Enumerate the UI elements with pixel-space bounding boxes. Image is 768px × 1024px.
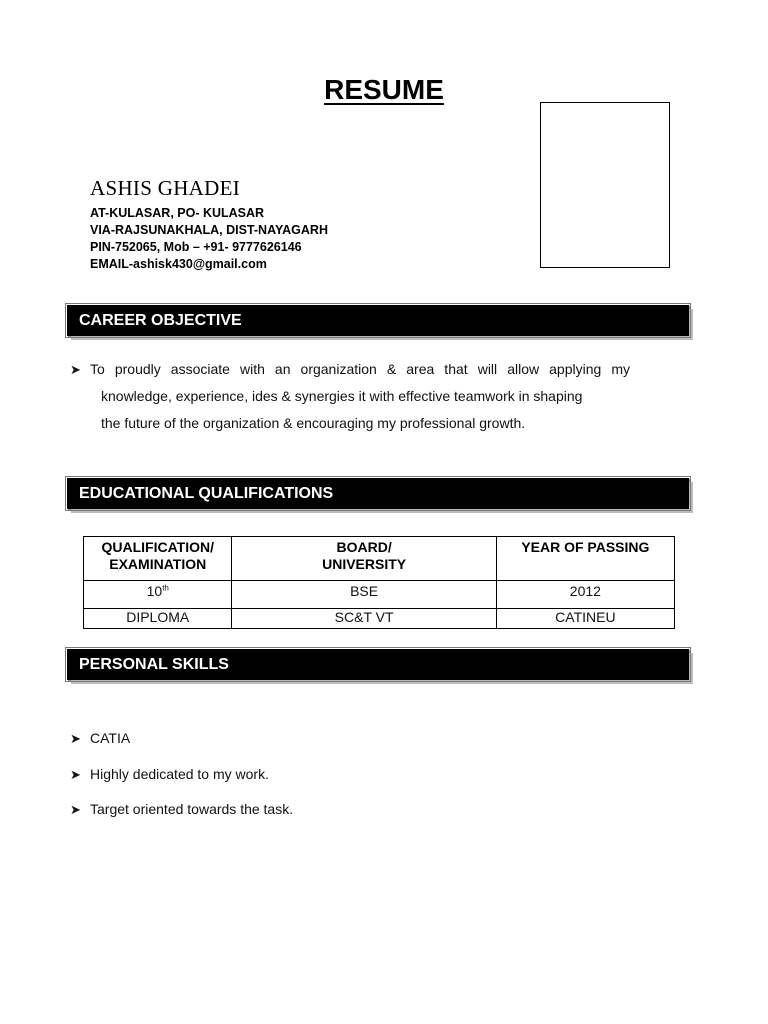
column-header-line: YEAR OF PASSING: [521, 539, 650, 555]
skill-text: Highly dedicated to my work.: [90, 765, 269, 782]
column-header-line: UNIVERSITY: [322, 556, 407, 572]
table-row: [84, 581, 675, 609]
table-row: [84, 609, 675, 629]
arrow-bullet-icon: ➤: [70, 731, 81, 746]
skill-text: CATIA: [90, 730, 131, 746]
column-header-line: EXAMINATION: [109, 556, 207, 572]
skill-text: Target oriented towards the task.: [90, 801, 294, 817]
address-line-2: VIA-RAJSUNAKHALA, DIST-NAYAGARH: [90, 223, 328, 237]
objective-line-3: the future of the organization & encouraging my professional growth.: [101, 415, 526, 431]
email-line: EMAIL-ashisk430@gmail.com: [90, 257, 267, 271]
column-header-year: [496, 537, 674, 581]
list-item: [70, 801, 293, 837]
phone-line: PIN-752065, Mob – +91- 9777626146: [90, 240, 302, 254]
year-cell: CATINEU: [496, 609, 674, 629]
qualification-value: DIPLOMA: [126, 609, 190, 625]
skills-list: [70, 730, 293, 837]
personal-skills-heading: PERSONAL SKILLS: [67, 649, 689, 680]
qualification-cell: [84, 581, 232, 609]
resume-title: RESUME: [324, 74, 444, 105]
arrow-bullet-icon: ➤: [70, 362, 81, 377]
qualification-cell: [84, 609, 232, 629]
address-line-1: AT-KULASAR, PO- KULASAR: [90, 206, 265, 220]
board-cell: SC&T VT: [232, 609, 496, 629]
contact-details: [90, 205, 328, 273]
photo-placeholder: [540, 102, 670, 268]
candidate-name: ASHIS GHADEI: [90, 176, 241, 200]
table-header-row: [84, 537, 675, 581]
column-header-board: [232, 537, 496, 581]
education-table: [83, 536, 675, 629]
list-item: [70, 766, 293, 802]
career-objective-text: [70, 356, 630, 437]
arrow-bullet-icon: ➤: [70, 766, 81, 782]
column-header-line: BOARD/: [336, 539, 392, 555]
career-objective-heading: CAREER OBJECTIVE: [67, 305, 689, 336]
column-header-qualification: [84, 537, 232, 581]
year-cell: 2012: [496, 581, 674, 609]
qualification-superscript: th: [162, 583, 169, 593]
objective-first-line: [70, 356, 630, 383]
arrow-bullet-icon: ➤: [70, 802, 81, 817]
education-heading: EDUCATIONAL QUALIFICATIONS: [67, 478, 689, 509]
column-header-line: QUALIFICATION/: [101, 539, 214, 555]
objective-line-2: knowledge, experience, ides & synergies it with effective teamwork in shaping: [101, 388, 583, 404]
qualification-value: 10: [146, 583, 163, 599]
board-cell: BSE: [232, 581, 496, 609]
list-item: [70, 730, 293, 766]
objective-line-1: To proudly associate with an organization & area that will allow applying my: [90, 361, 630, 377]
